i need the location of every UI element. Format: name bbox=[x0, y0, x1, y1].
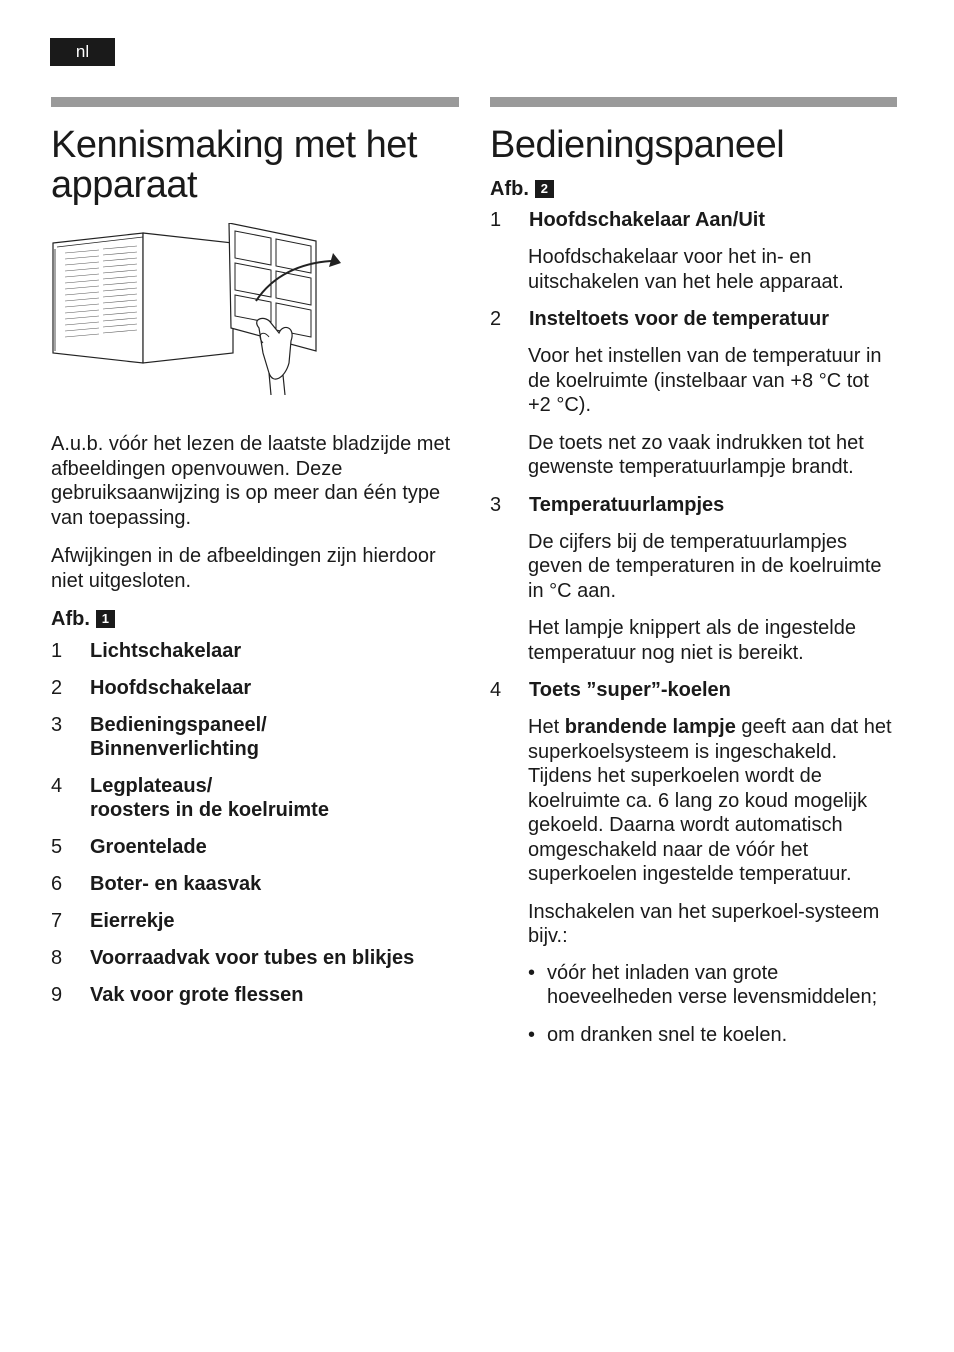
list-item: 2 Hoofdschakelaar bbox=[51, 677, 252, 699]
list-item: 7 Eierrekje bbox=[51, 910, 175, 932]
control-description: De cijfers bij de temperatuurlampjes geven de temperaturen in de koelruimte in °C aan. bbox=[528, 530, 882, 602]
control-heading: 1 Hoofdschakelaar Aan/Uit bbox=[490, 209, 765, 231]
control-description: De toets net zo vaak indrukken tot het gewenste temperatuurlampje brandt. bbox=[528, 431, 864, 478]
figure-reference bbox=[51, 607, 459, 631]
control-description: Het lampje knippert als de ingestelde temperatuur nog niet is bereikt. bbox=[528, 617, 856, 664]
intro-paragraph: A.u.b. vóór het lezen de laatste bladzijde met afbeeldingen openvouwen. Deze gebruiksaanwijzing is op meer dan één type van toepassing. bbox=[51, 433, 451, 529]
language-tag: nl bbox=[50, 38, 115, 66]
control-description: Inschakelen van het superkoel-systeem bijv.: bbox=[528, 900, 880, 947]
control-description: Hoofdschakelaar voor het in- en uitschakelen van het hele apparaat. bbox=[528, 246, 844, 293]
list-item: 8 Voorraadvak voor tubes en blikjes bbox=[51, 947, 415, 969]
control-description: Voor het instellen van de temperatuur in de koelruimte (instelbaar van +8 °C tot +2 °C). bbox=[528, 345, 882, 416]
figure-reference bbox=[490, 177, 897, 201]
component-list bbox=[51, 639, 459, 1007]
section-title: Kennismaking met het apparaat bbox=[51, 124, 417, 206]
right-column bbox=[490, 97, 897, 1047]
control-heading: 3 Temperatuurlampjes bbox=[490, 493, 725, 516]
list-item: 4 Legplateaus/ roosters in de koelruimte bbox=[51, 775, 329, 821]
figure-label: Afb. bbox=[490, 178, 529, 200]
control-heading: 2 Insteltoets voor de temperatuur bbox=[490, 308, 830, 330]
list-item: 6 Boter- en kaasvak bbox=[51, 873, 262, 895]
bullet-item: • om dranken snel te koelen. bbox=[528, 1023, 788, 1046]
section-title: Bedieningspaneel bbox=[490, 124, 785, 166]
figure-label: Afb. bbox=[51, 608, 90, 630]
section-rule bbox=[51, 97, 459, 107]
section-rule bbox=[490, 97, 897, 107]
control-heading: 4 Toets ”super”-koelen bbox=[490, 679, 731, 701]
control-description: Het brandende lampje geeft aan dat het superkoelsysteem is ingeschakeld. Tijdens het superkoelen wordt de koelruimte ca. 6 lang zo koud mogelijk gekoeld. Daarna wordt automatisch omgeschakeld naar de vóór het superkoelen ingestelde temperatuur. bbox=[528, 716, 892, 885]
figure-number: 2 bbox=[535, 180, 554, 198]
intro-paragraph: Afwijkingen in de afbeeldingen zijn hierdoor niet uitgesloten. bbox=[51, 545, 436, 592]
list-item: 1 Lichtschakelaar bbox=[51, 640, 242, 662]
figure-number: 1 bbox=[96, 610, 115, 628]
booklet-illustration bbox=[51, 223, 459, 398]
list-item: 5 Groentelade bbox=[51, 836, 207, 858]
list-item: 9 Vak voor grote flessen bbox=[51, 984, 304, 1006]
bullet-icon: • bbox=[528, 961, 536, 984]
left-column bbox=[51, 97, 459, 1007]
list-item: 3 Bedieningspaneel/ Binnenverlichting bbox=[51, 714, 267, 760]
bullet-item: • vóór het inladen van grote hoeveelheden verse levensmiddelen; bbox=[528, 961, 878, 1008]
bullet-icon: • bbox=[528, 1023, 536, 1046]
